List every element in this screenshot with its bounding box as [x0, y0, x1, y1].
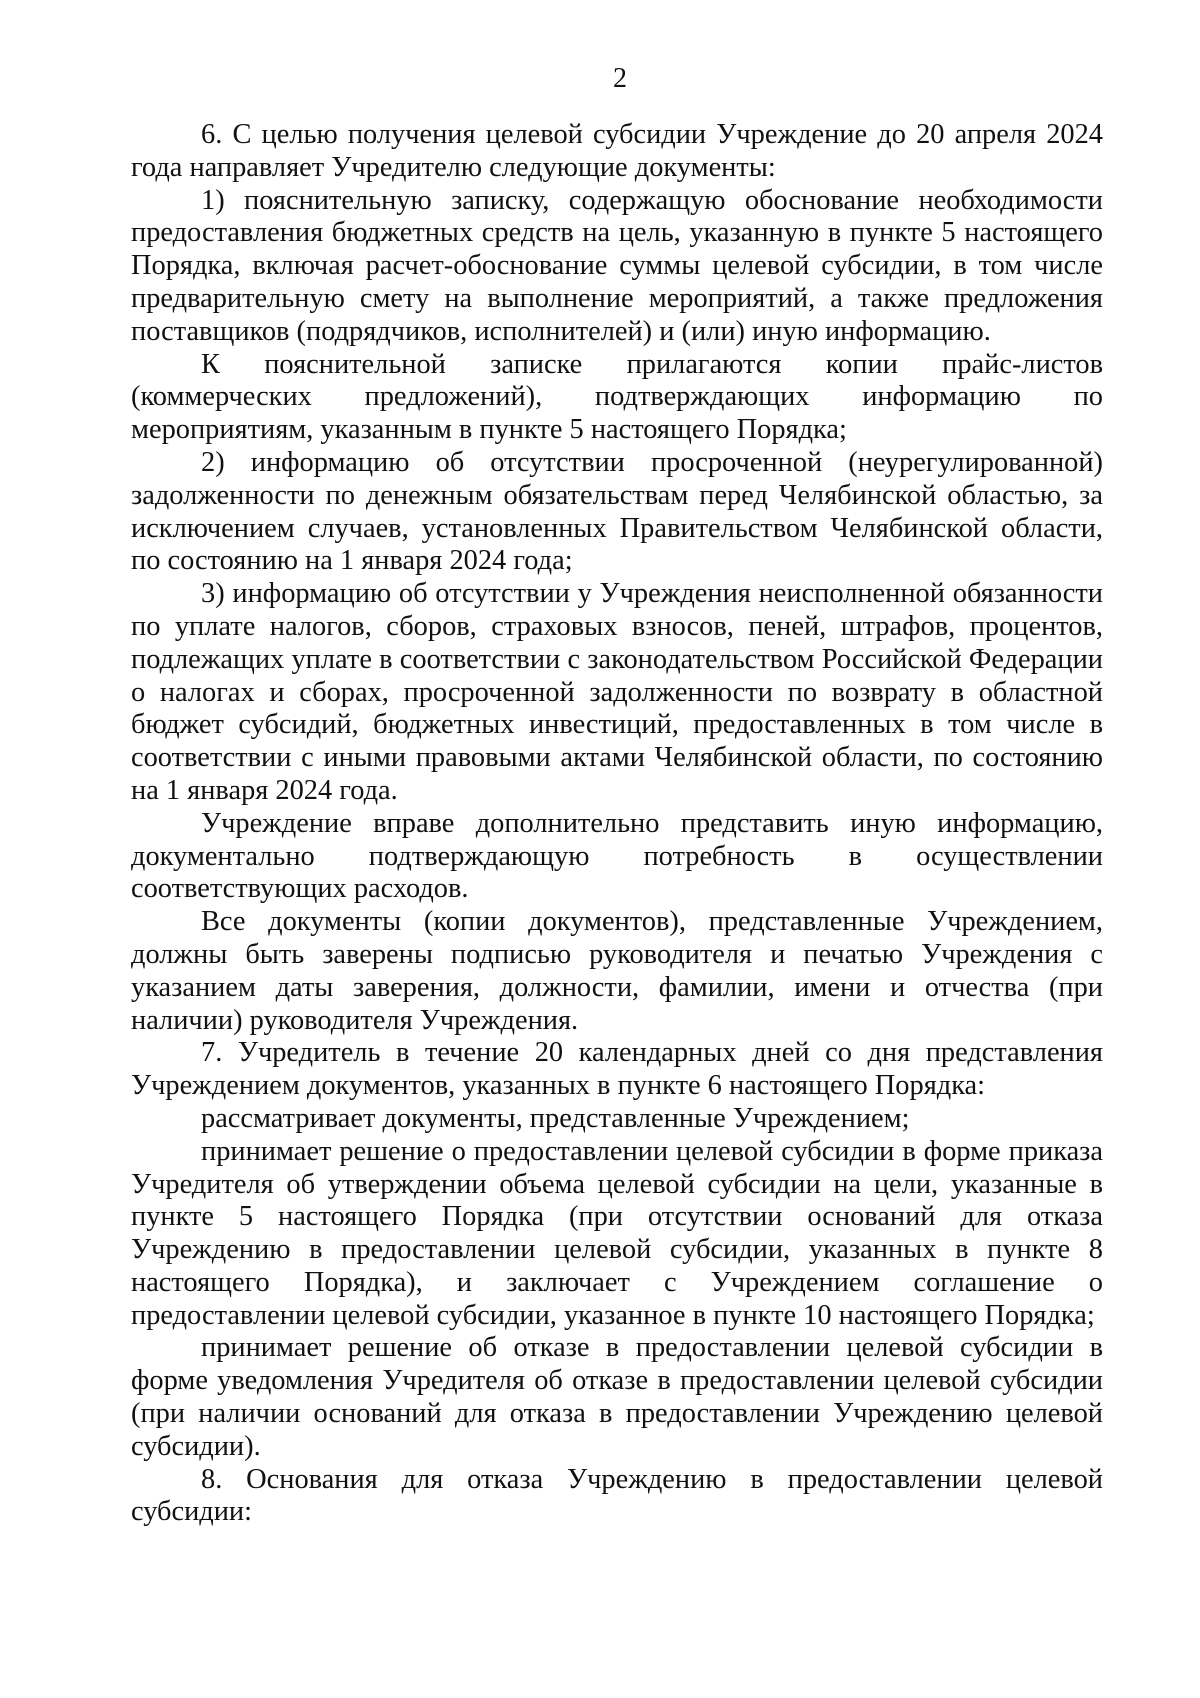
paragraph-additional-information: Учреждение вправе дополнительно представить иную информацию, документально подтверждающую потребность в осуществлении соответствующих расходов. — [131, 807, 1103, 905]
paragraph-6-item-1: 1) пояснительную записку, содержащую обоснование необходимости предоставления бюджетных средств на цель, указанную в пункте 5 настоящего Порядка, включая расчет-обоснование суммы целевой субсидии, в том числе предварительную смету на выполнение мероприятий, а также предложения поставщиков (подрядчиков, исполнителей) и (или) иную информацию. — [131, 184, 1103, 347]
paragraph-7-intro: 7. Учредитель в течение 20 календарных дней со дня представления Учреждением документов, указанных в пункте 6 настоящего Порядка: — [131, 1037, 1103, 1102]
paragraph-6-intro: 6. С целью получения целевой субсидии Учреждение до 20 апреля 2024 года направляет Учредителю следующие документы: — [131, 119, 1103, 183]
paragraph-6-item-2: 2) информацию об отсутствии просроченной (неурегулированной) задолженности по денежным обязательствам перед Челябинской областью, за исключением случаев, установленных Правительством Челябинской области, по состоянию на 1 января 2024 года; — [131, 446, 1103, 577]
paragraph-8-heading: 8. Основания для отказа Учреждению в предоставлении целевой субсидии: — [131, 1463, 1103, 1528]
document-body — [131, 119, 1103, 1529]
page-number: 2 — [613, 63, 627, 94]
paragraph-7-refusal: принимает решение об отказе в предоставлении целевой субсидии в форме уведомления Учредителя об отказе в предоставлении целевой субсидии (при наличии оснований для отказа в предоставлении Учреждению целевой субсидии). — [131, 1332, 1103, 1462]
paragraph-6-item-3: 3) информацию об отсутствии у Учреждения неисполненной обязанности по уплате налогов, сборов, страховых взносов, пеней, штрафов, процентов, подлежащих уплате в соответствии с законодательством Российской Федерации о налогах и сборах, просроченной задолженности по возврату в областной бюджет субсидий, бюджетных инвестиций, предоставленных в том числе в соответствии с иными правовыми актами Челябинской области, по состоянию на 1 января 2024 года. — [131, 578, 1103, 806]
paragraph-7-approval: принимает решение о предоставлении целевой субсидии в форме приказа Учредителя об утверждении объема целевой субсидии на цели, указанные в пункте 5 настоящего Порядка (при отсутствии оснований для отказа Учреждению в предоставлении целевой субсидии, указанных в пункте 8 настоящего Порядка), и заключает с Учреждением соглашение о предоставлении целевой субсидии, указанное в пункте 10 настоящего Порядка; — [131, 1135, 1103, 1331]
paragraph-6-attachments: К пояснительной записке прилагаются копии прайс-листов (коммерческих предложений), подтверждающих информацию по мероприятиям, указанным в пункте 5 настоящего Порядка; — [131, 348, 1103, 446]
paragraph-certification-requirements: Все документы (копии документов), представленные Учреждением, должны быть заверены подписью руководителя и печатью Учреждения с указанием даты заверения, должности, фамилии, имени и отчества (при наличии) руководителя Учреждения. — [131, 906, 1103, 1036]
paragraph-7-review: рассматривает документы, представленные Учреждением; — [201, 1102, 910, 1134]
